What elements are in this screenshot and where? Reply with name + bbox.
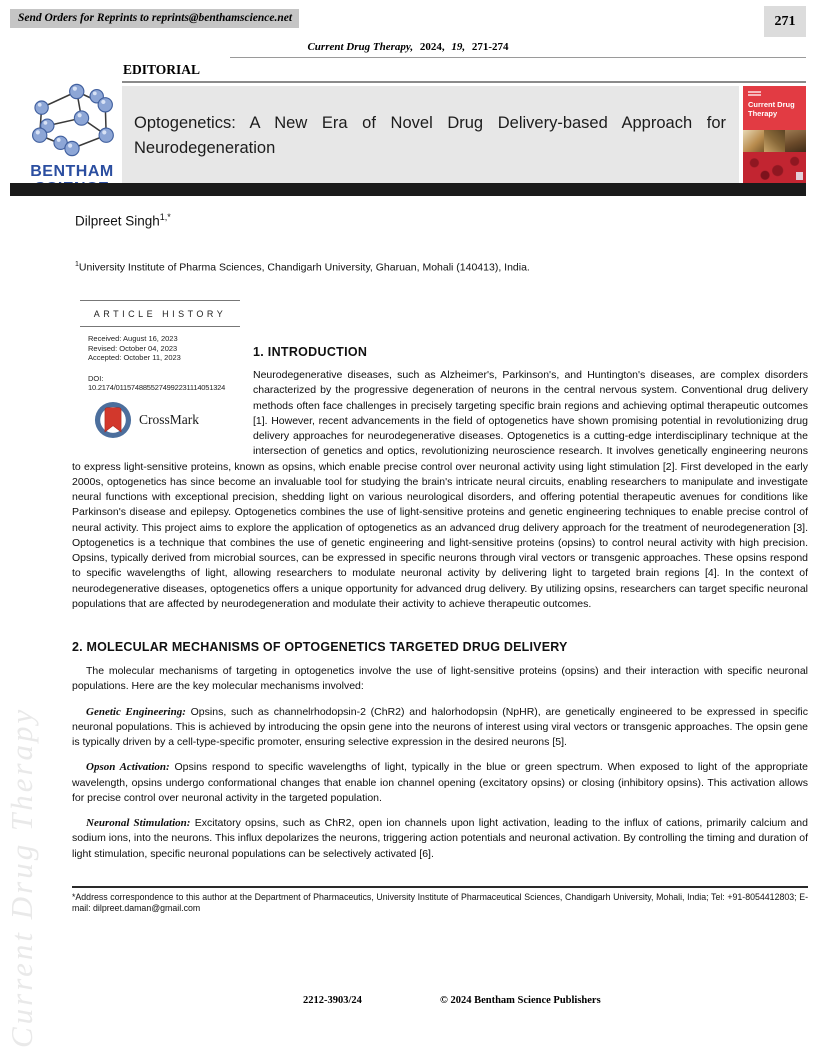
- doi-label: DOI:: [88, 373, 104, 383]
- cover-photo-strip: [743, 130, 806, 152]
- main-content: [72, 300, 808, 915]
- copyright-notice: © 2024 Bentham Science Publishers: [440, 995, 601, 1006]
- cover-top-mark: [748, 91, 761, 93]
- accepted-date: Accepted: October 11, 2023: [88, 353, 181, 362]
- page-number: 271: [764, 6, 806, 37]
- crossmark-badge[interactable]: [94, 401, 240, 439]
- crossmark-label: CrossMark: [139, 411, 199, 427]
- mechanism-paragraph: [72, 760, 808, 806]
- brand-name-line1: BENTHAM: [30, 163, 114, 180]
- affiliation: [75, 261, 804, 274]
- section-1-body: Neurodegenerative diseases, such as Alzheimer's, Parkinson's, and Huntington's diseases, are complex disorders characterized by the progressive degeneration of neurons in the central nervous system. Conventional drug delivery methods often face challenges in precisely targeting specific brain regions and achieving optimal therapeutic outcomes [1]. However, recent advancements in the field of optogenetics have shown promising potential in revolutionizing drug delivery approaches for neurodegenerative diseases. Optogenetics is a cutting-edge interdisciplinary technique at the intersection of genetics and optics, revolutionizing neuroscience research. It involves genetically engineering neurons to express light-sensitive proteins, known as opsins, which enable precise control over neuronal activity using light stimulation [2]. First developed in the early 2000s, optogenetics has since become an invaluable tool for studying the brain's intricate neural circuits, enabling researchers to manipulate and investigate neural functions with exceptional precision, shedding light on various neurological disorders, and offering potential therapeutic avenues for conditions like Parkinson's disease and epilepsy. Optogenetics combines the use of light-sensitive proteins and genetic engineering techniques to enable precise control of neural activity. This project aims to explore the application of optogenetics as an advanced drug delivery approach for the treatment of neurodegeneration [3]. Optogenetics is a technique that combines the use of genetic engineering and light-sensitive proteins (opsins) to control neural activity with high precision. Opsins, typically derived from microbial sources, can be expressed in specific neurons through viral vectors or transgenic approaches. These opsins respond to specific wavelengths of light, allowing researchers to modulate neuronal activity by delivering light to targeted brain regions [4]. In the context of neurodegenerative diseases, optogenetics offers a unique opportunity for advanced drug delivery. By utilizing opsins, researchers can target specific neuronal populations that are affected by neurodegeneration and modulate their activity to achieve therapeutic outcomes.: [72, 369, 808, 610]
- mechanism-paragraph: [72, 816, 808, 862]
- article-title: Optogenetics: A New Era of Novel Drug Delivery-based Approach for Neurodegeneration: [122, 86, 739, 183]
- header-right: [122, 60, 806, 183]
- reprint-notice: Send Orders for Reprints to reprints@benthamscience.net: [10, 9, 299, 28]
- correspondence-footnote: *Address correspondence to this author at the Department of Pharmaceutics, University Institute of Pharmaceutical Sciences, Chandigarh University, Mohali, India; Tel: +91-8054412803; E-mail: dilpreet.daman@gmail.com: [72, 886, 808, 915]
- citation-volume: 19,: [451, 41, 466, 53]
- page-footer: [0, 995, 816, 1011]
- cover-logo-mark: [796, 172, 803, 180]
- doi-value: 10.2174/0115748855274992231114051324: [88, 383, 226, 392]
- crossmark-icon: [94, 401, 132, 439]
- mechanism-lead: Genetic Engineering:: [86, 705, 186, 718]
- journal-citation: [0, 41, 816, 53]
- history-heading: ARTICLE HISTORY: [80, 301, 240, 327]
- author-name: Dilpreet Singh: [75, 213, 160, 229]
- article-history-box: [80, 300, 240, 439]
- mechanism-text: Excitatory opsins, such as ChR2, open ion channels upon light activation, leading to the influx of cations, primarily calcium and sodium ions, into the neurons. This influx depolarizes the neurons, triggering action potentials and neuronal activation. By controlling the timing and duration of light stimulation, specific neuronal populations can be selectively activated [6].: [72, 817, 808, 860]
- affiliation-text: University Institute of Pharma Sciences, Chandigarh University, Gharuan, Mohali (140413), India.: [78, 261, 530, 274]
- journal-cover-thumbnail: [743, 86, 806, 183]
- side-watermark: Current Drug Therapy: [4, 706, 39, 1048]
- citation-journal: Current Drug Therapy,: [307, 41, 414, 53]
- mechanism-lead: Neuronal Stimulation:: [86, 817, 191, 829]
- affiliation-superscript: 1: [75, 261, 79, 268]
- title-row: [122, 86, 806, 183]
- article-type-banner: EDITORIAL: [122, 60, 806, 83]
- citation-rule: [230, 57, 806, 58]
- author-line: [75, 212, 171, 229]
- citation-year: 2024,: [419, 41, 445, 53]
- received-date: Received: August 16, 2023: [88, 334, 178, 343]
- citation-pages: 271-274: [471, 41, 509, 53]
- section-1-heading: 1. INTRODUCTION: [253, 345, 368, 359]
- mechanism-lead: Opson Activation:: [86, 761, 170, 774]
- issn-code: 2212-3903/24: [303, 995, 362, 1006]
- page-header: [10, 6, 806, 38]
- divider-bar: [10, 183, 806, 196]
- mechanism-text: Opsins, such as channelrhodopsin-2 (ChR2) and halorhodopsin (NpHR), are genetically engineered to be expressed in specific neuronal populations. This is achieved by introducing the opsin gene into the neurons of interest using viral vectors or transgenic approaches. The opsin gene is typically driven by a cell-type-specific promoter, ensuring selective expression in the desired neurons [5].: [72, 705, 808, 748]
- section-2-intro: The molecular mechanisms of targeting in optogenetics involve the use of light-sensitive proteins (opsins) and their interaction with specific neuronal populations. Here are the key molecular mechanisms involved:: [72, 665, 808, 693]
- cover-title: Current Drug Therapy: [748, 100, 795, 118]
- doi-block: [80, 363, 240, 393]
- mechanism-text: Opsins respond to specific wavelengths of light, typically in the blue or green spectrum. When exposed to light of the appropriate wavelength, opsins undergo conformational changes that enable ion channel opening (excitatory opsins) or closing (inhibitory opsins). This activation allows for precise control over neuronal activity in the targeted population.: [72, 761, 808, 804]
- section-2-heading: 2. MOLECULAR MECHANISMS OF OPTOGENETICS TARGETED DRUG DELIVERY: [72, 640, 568, 654]
- publisher-logo: [24, 82, 120, 197]
- revised-date: Revised: October 04, 2023: [88, 343, 178, 353]
- author-superscript: 1,*: [159, 212, 171, 222]
- mechanism-paragraph: [72, 705, 808, 751]
- molecule-icon: [24, 82, 120, 158]
- article-header: [10, 60, 806, 180]
- history-dates: [80, 327, 240, 363]
